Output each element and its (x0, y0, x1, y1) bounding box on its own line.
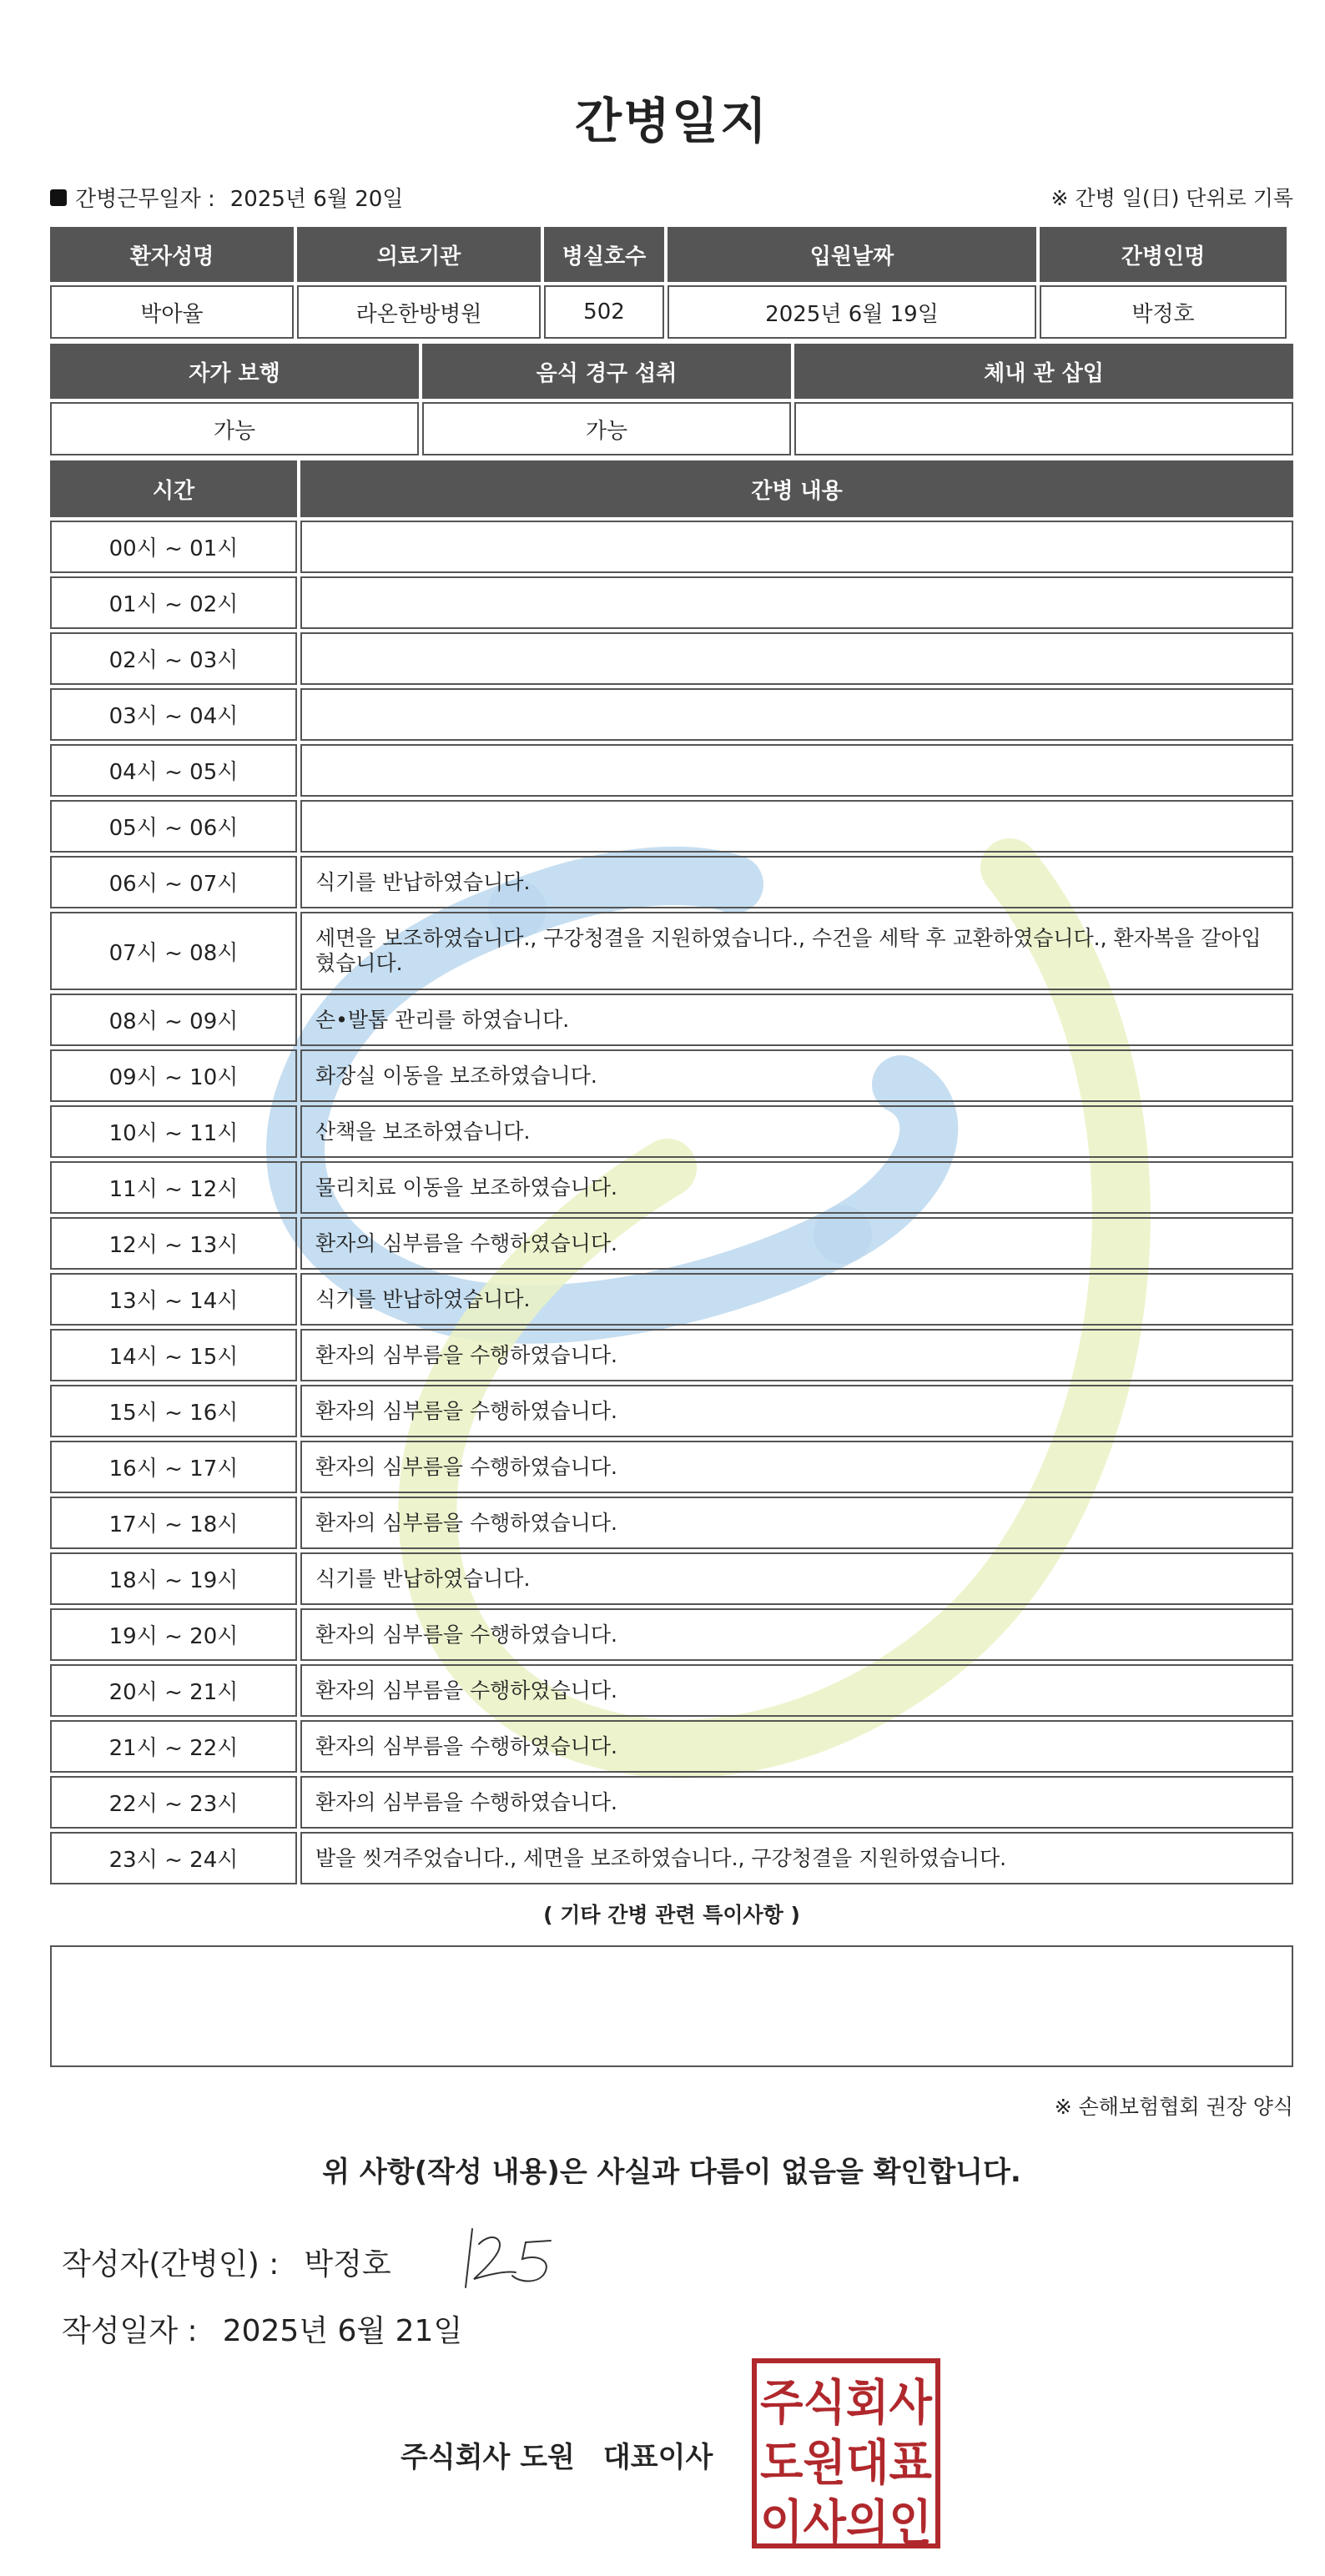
content-cell: 화장실 이동을 보조하였습니다. (300, 1049, 1293, 1102)
care-log-table (50, 460, 1293, 1888)
table-row (50, 688, 1293, 741)
value-walking: 가능 (50, 402, 419, 455)
meta-row (50, 182, 1293, 215)
content-cell (300, 576, 1293, 629)
table-row (50, 744, 1293, 797)
form-note: ※ 손해보험협회 권장 양식 (1054, 2095, 1293, 2119)
written-date-line (62, 2307, 462, 2350)
content-cell (300, 744, 1293, 797)
content-cell: 식기를 반납하였습니다. (300, 1273, 1293, 1326)
time-cell: 02시 ~ 03시 (50, 632, 297, 685)
time-cell: 03시 ~ 04시 (50, 688, 297, 741)
handwritten-signature (461, 2221, 569, 2296)
table-row (50, 1049, 1293, 1102)
header-admission-date: 입원날짜 (668, 227, 1036, 282)
header-walking: 자가 보행 (50, 344, 419, 399)
header-tube-insertion: 체내 관 삽입 (794, 344, 1293, 399)
patient-info-table (50, 227, 1293, 339)
content-cell (300, 521, 1293, 573)
company-name: 주식회사 도원 (401, 2441, 575, 2474)
table-row (50, 1497, 1293, 1549)
written-date-label: 작성일자 : (62, 2314, 198, 2348)
content-cell: 세면을 보조하였습니다., 구강청결을 지원하였습니다., 수건을 세탁 후 교환하였습니다., 환자복을 갈아입혔습니다. (300, 912, 1293, 990)
table-row (50, 856, 1293, 908)
time-cell: 17시 ~ 18시 (50, 1497, 297, 1549)
table-row (50, 1329, 1293, 1381)
time-cell: 05시 ~ 06시 (50, 800, 297, 853)
care-log-header (50, 460, 1293, 517)
content-cell: 손•발톱 관리를 하였습니다. (300, 994, 1293, 1046)
content-cell: 식기를 반납하였습니다. (300, 856, 1293, 908)
header-patient-name: 환자성명 (50, 227, 294, 282)
time-cell: 04시 ~ 05시 (50, 744, 297, 797)
header-hospital: 의료기관 (297, 227, 541, 282)
time-cell: 19시 ~ 20시 (50, 1608, 297, 1661)
table-row (50, 1161, 1293, 1214)
company-line (401, 2434, 713, 2475)
writer-name: 박정호 (304, 2247, 391, 2282)
time-cell: 18시 ~ 19시 (50, 1552, 297, 1605)
table-row (50, 576, 1293, 629)
content-cell: 환자의 심부름을 수행하였습니다. (300, 1217, 1293, 1270)
content-cell: 식기를 반납하였습니다. (300, 1552, 1293, 1605)
value-room: 502 (544, 285, 664, 339)
table-row (50, 521, 1293, 573)
value-caregiver-name: 박정호 (1040, 285, 1287, 339)
time-cell: 06시 ~ 07시 (50, 856, 297, 908)
value-tube-insertion (794, 402, 1293, 455)
confirmation-statement: 위 사항(작성 내용)은 사실과 다름이 없음을 확인합니다. (322, 2156, 1021, 2189)
daily-note: ※ 간병 일(日) 단위로 기록 (1050, 186, 1293, 210)
table-row (50, 1385, 1293, 1437)
table-row (50, 1776, 1293, 1829)
written-date-value: 2025년 6월 21일 (222, 2314, 463, 2348)
table-row (50, 1217, 1293, 1270)
time-cell: 11시 ~ 12시 (50, 1161, 297, 1214)
time-cell: 15시 ~ 16시 (50, 1385, 297, 1437)
table-row (50, 1273, 1293, 1326)
table-row (50, 632, 1293, 685)
header-caregiver-name: 간병인명 (1040, 227, 1287, 282)
writer-label: 작성자(간병인) : (62, 2247, 280, 2282)
value-admission-date: 2025년 6월 19일 (668, 285, 1036, 339)
work-date-label: 간병근무일자 : (75, 187, 215, 212)
header-care-content: 간병 내용 (300, 460, 1293, 517)
table-row (50, 800, 1293, 853)
document-title: 간병일지 (574, 93, 769, 149)
time-cell: 09시 ~ 10시 (50, 1049, 297, 1102)
table-row (50, 1552, 1293, 1605)
writer-line (62, 2241, 391, 2283)
table-row (50, 912, 1293, 990)
work-date-value: 2025년 6월 20일 (229, 187, 404, 212)
table-row (50, 1105, 1293, 1158)
content-cell: 환자의 심부름을 수행하였습니다. (300, 1720, 1293, 1773)
value-patient-name: 박아율 (50, 285, 294, 339)
seal-row-3: 이사의인 (760, 2494, 932, 2549)
time-cell: 10시 ~ 11시 (50, 1105, 297, 1158)
remarks-box (50, 1945, 1293, 2067)
table-row (50, 1441, 1293, 1493)
content-cell: 산책을 보조하였습니다. (300, 1105, 1293, 1158)
time-cell: 20시 ~ 21시 (50, 1664, 297, 1717)
time-cell: 13시 ~ 14시 (50, 1273, 297, 1326)
table-row (50, 1608, 1293, 1661)
time-cell: 01시 ~ 02시 (50, 576, 297, 629)
content-cell: 물리치료 이동을 보조하였습니다. (300, 1161, 1293, 1214)
content-cell: 환자의 심부름을 수행하였습니다. (300, 1776, 1293, 1829)
content-cell: 환자의 심부름을 수행하였습니다. (300, 1608, 1293, 1661)
time-cell: 07시 ~ 08시 (50, 912, 297, 990)
content-cell: 환자의 심부름을 수행하였습니다. (300, 1441, 1293, 1493)
value-oral-intake: 가능 (422, 402, 791, 455)
content-cell: 환자의 심부름을 수행하였습니다. (300, 1385, 1293, 1437)
ability-info-table (50, 344, 1293, 455)
work-date (50, 182, 403, 213)
remarks-title: ( 기타 간병 관련 특이사항 ) (543, 1903, 800, 1927)
table-row (50, 994, 1293, 1046)
company-title: 대표이사 (602, 2441, 713, 2474)
value-hospital: 라온한방병원 (297, 285, 541, 339)
table-row (50, 1720, 1293, 1773)
content-cell (300, 632, 1293, 685)
square-bullet-icon (50, 189, 67, 206)
time-cell: 16시 ~ 17시 (50, 1441, 297, 1493)
content-cell: 환자의 심부름을 수행하였습니다. (300, 1664, 1293, 1717)
table-row (50, 1664, 1293, 1717)
time-cell: 21시 ~ 22시 (50, 1720, 297, 1773)
seal-row-2: 도원대표 (760, 2434, 932, 2491)
content-cell (300, 688, 1293, 741)
table-row (50, 1832, 1293, 1884)
content-cell (300, 800, 1293, 853)
seal-row-1: 주식회사 (760, 2374, 933, 2431)
care-log-rows (50, 521, 1293, 1884)
header-room: 병실호수 (544, 227, 664, 282)
time-cell: 22시 ~ 23시 (50, 1776, 297, 1829)
content-cell: 환자의 심부름을 수행하였습니다. (300, 1497, 1293, 1549)
company-seal-stamp (751, 2357, 941, 2549)
time-cell: 08시 ~ 09시 (50, 994, 297, 1046)
content-cell: 환자의 심부름을 수행하였습니다. (300, 1329, 1293, 1381)
time-cell: 12시 ~ 13시 (50, 1217, 297, 1270)
header-oral-intake: 음식 경구 섭취 (422, 344, 791, 399)
content-cell: 발을 씻겨주었습니다., 세면을 보조하였습니다., 구강청결을 지원하였습니다. (300, 1832, 1293, 1884)
time-cell: 14시 ~ 15시 (50, 1329, 297, 1381)
header-time: 시간 (50, 460, 297, 517)
time-cell: 23시 ~ 24시 (50, 1832, 297, 1884)
time-cell: 00시 ~ 01시 (50, 521, 297, 573)
